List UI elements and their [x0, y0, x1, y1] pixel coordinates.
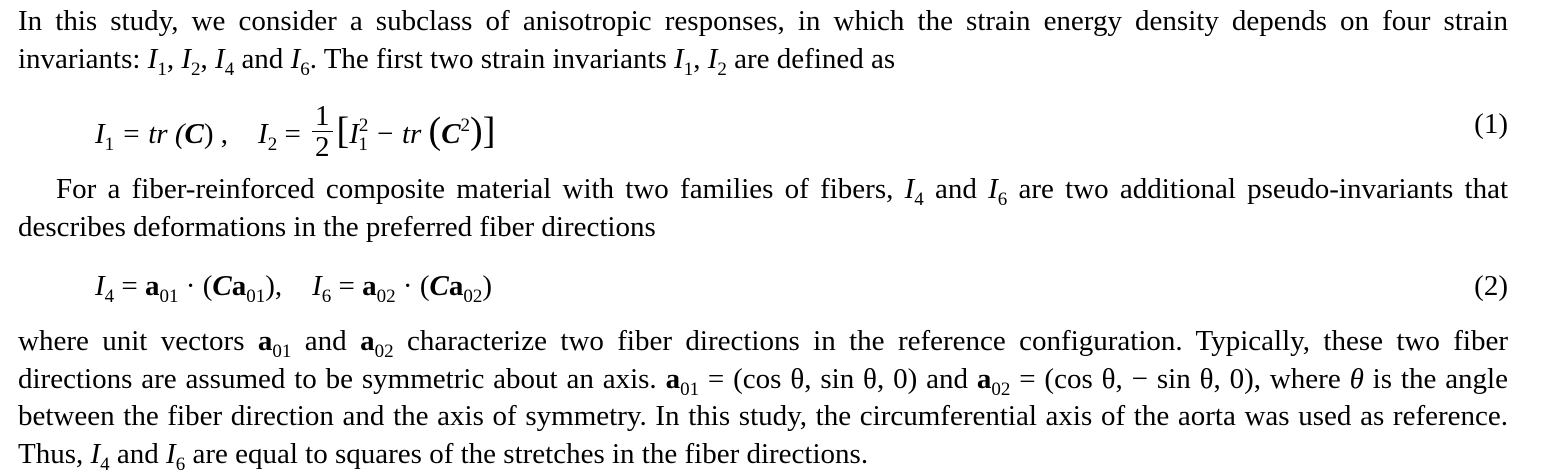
- symbol-theta: θ: [1349, 362, 1364, 395]
- equation-1-body: [95, 100, 496, 167]
- equation-2: [0, 268, 1548, 328]
- symbol-I: I: [95, 118, 105, 151]
- symbol-I: I: [290, 42, 301, 75]
- vector-a: a: [665, 362, 681, 395]
- subscript: 1: [104, 134, 115, 156]
- subscript: 2: [267, 134, 278, 156]
- text: are equal to squares of the stretches in the fiber directions.: [185, 437, 869, 470]
- text: and: [923, 173, 989, 205]
- subscript: 02: [374, 341, 394, 362]
- subscript: 6: [300, 58, 310, 80]
- fraction-denominator: 2: [315, 131, 330, 163]
- vector-a: a: [362, 270, 377, 302]
- superscript: 2: [460, 115, 471, 137]
- text: and: [291, 325, 361, 357]
- vector-a: a: [976, 362, 992, 395]
- text: − tr: [367, 118, 429, 151]
- symbol-I: I: [90, 437, 101, 470]
- symbol-I: I: [95, 270, 105, 302]
- symbol-I: I: [147, 42, 158, 75]
- vector-a: a: [257, 325, 273, 357]
- text: where unit vectors: [18, 325, 258, 357]
- text: For a fiber-reinforced composite material with two families of fibers,: [56, 173, 905, 205]
- vector-a: a: [360, 325, 375, 357]
- equation-number: (1): [1474, 108, 1508, 140]
- subscript: 6: [175, 453, 186, 475]
- symbol-I: I: [707, 42, 718, 75]
- symbol-I: I: [904, 173, 915, 205]
- subscript: 01: [246, 286, 266, 307]
- superscript: 2: [358, 115, 369, 137]
- subscript: 4: [914, 189, 924, 210]
- paragraph-invariants-intro: [18, 3, 1508, 78]
- subscript: 1: [683, 58, 694, 80]
- right-paren: ): [470, 110, 483, 153]
- paragraph-pseudo-invariants: [18, 171, 1508, 246]
- subscript: 01: [680, 378, 700, 400]
- vector-a: a: [448, 270, 464, 302]
- text: characterize two fiber directions in the reference configuration. Typically, these two fiber directions are assumed to be symmetric about an axis.: [18, 325, 1509, 395]
- subscript: 02: [991, 378, 1011, 400]
- subscript: 02: [376, 286, 396, 307]
- symbol-I: I: [349, 118, 359, 151]
- text: = tr (: [114, 118, 185, 151]
- text: = (cos θ, sin θ, 0) and: [699, 362, 977, 395]
- equals-sign: =: [277, 118, 309, 151]
- fraction-numerator: 1: [312, 101, 333, 132]
- text: and: [109, 437, 167, 470]
- text: In this study, we consider a subclass of anisotropic responses, in which the strain energy density depends on four strain invariants:: [18, 5, 1508, 75]
- subscript: 2: [717, 58, 727, 80]
- tensor-C: C: [429, 270, 449, 302]
- subscript: 02: [463, 286, 483, 307]
- symbol-I: I: [181, 42, 192, 75]
- subscript: 01: [159, 286, 179, 307]
- subscript: 1: [358, 134, 368, 156]
- paragraph-fiber-directions: [18, 323, 1508, 473]
- tensor-C: C: [441, 118, 461, 151]
- symbol-I: I: [674, 42, 684, 75]
- tensor-C: C: [212, 270, 232, 302]
- text: ,: [200, 42, 216, 75]
- subscript: 4: [224, 58, 235, 80]
- text: are defined as: [726, 42, 896, 75]
- subscript: 4: [104, 286, 115, 307]
- left-paren: (: [428, 110, 442, 153]
- text: and: [234, 42, 291, 75]
- symbol-I: I: [166, 437, 176, 470]
- equation-2-body: $I_4 = a_{01} \cdot (Ca_{01})$, $I_6 = a_{02} \cdot (Ca_{02})$: [95, 270, 492, 307]
- text: ,: [166, 42, 182, 75]
- tensor-C: C: [184, 118, 204, 151]
- symbol-I: I: [215, 42, 225, 75]
- left-bracket: [: [336, 110, 350, 153]
- symbol-I: I: [258, 118, 268, 151]
- symbol-I: I: [312, 270, 322, 302]
- subscript: 2: [191, 58, 201, 80]
- text: ) ,: [203, 118, 229, 151]
- vector-a: a: [145, 270, 160, 302]
- equation-number: (2): [1474, 270, 1508, 302]
- vector-a: a: [231, 270, 247, 302]
- text: are two additional pseudo-invariants that describes deformations in the preferred fiber directions: [18, 173, 1509, 243]
- equation-1: [0, 92, 1548, 163]
- text: = (cos θ, − sin θ, 0), where: [1010, 362, 1350, 395]
- subscript: 4: [100, 453, 110, 475]
- subscript: 01: [272, 341, 292, 362]
- text: ,: [693, 42, 708, 75]
- text: . The first two strain invariants: [309, 42, 675, 75]
- subscript: 6: [321, 286, 332, 307]
- subscript: 1: [157, 58, 167, 80]
- fraction-one-half: [312, 101, 333, 162]
- subscript: 6: [997, 189, 1008, 210]
- right-bracket: ]: [482, 110, 496, 153]
- symbol-I: I: [988, 173, 998, 205]
- text: is the angle between the fiber direction and the axis of symmetry. In this study, the circumferential axis of the aorta was used as reference. Thus,: [18, 362, 1508, 470]
